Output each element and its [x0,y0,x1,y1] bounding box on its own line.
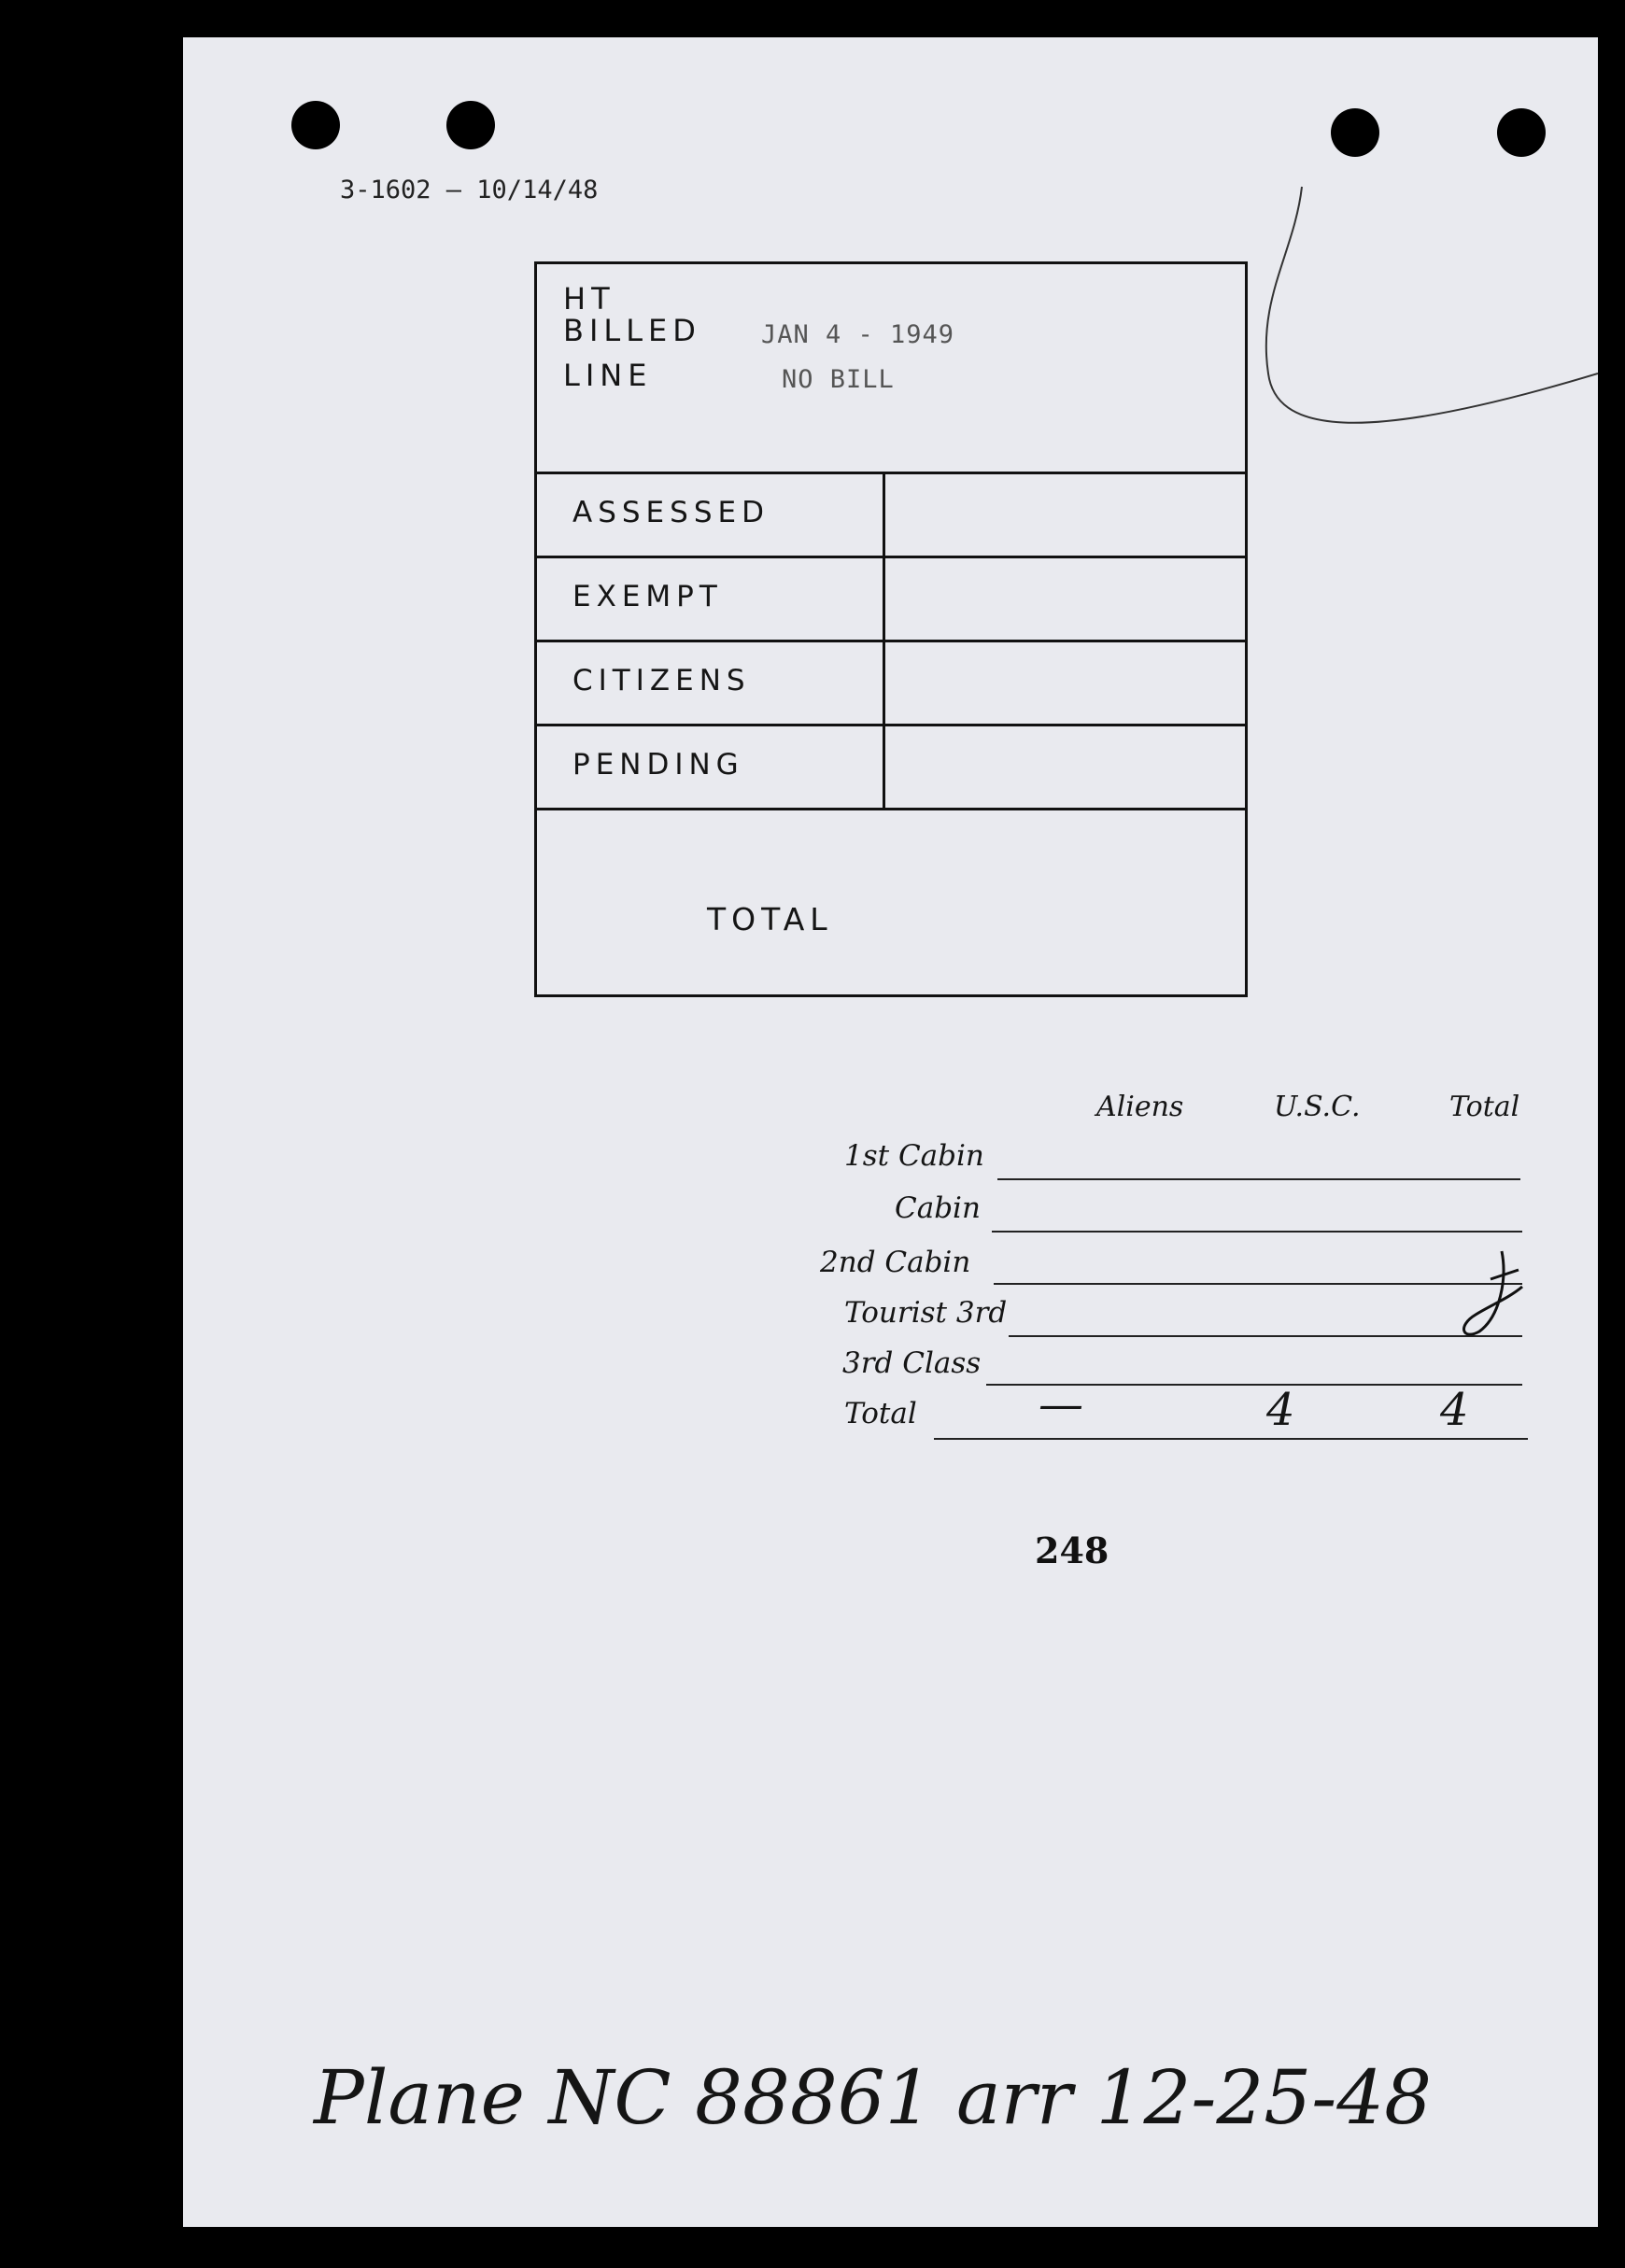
class-tourist-3rd: Tourist 3rd [844,1296,1008,1330]
total-total-value: 4 [1440,1384,1469,1436]
billed-label: BILLED [563,313,701,348]
class-cabin: Cabin [895,1191,981,1225]
col-total: Total [1449,1091,1520,1123]
no-bill-stamp: NO BILL [782,365,895,394]
billed-date-stamp: JAN 4 - 1949 [761,320,955,349]
inspector-initials-mark [1453,1242,1528,1354]
document-page [183,37,1598,2227]
exempt-row [537,556,1245,642]
billing-header [537,264,1245,474]
col-usc: U.S.C. [1274,1091,1361,1123]
stamp-total-label: TOTAL [707,901,833,937]
pending-row [537,724,1245,810]
ht-label: HT [563,281,615,317]
pending-label: PENDING [572,748,744,782]
handwritten-footer-note: Plane NC 88861 arr 12-25-48 [314,2054,1433,2141]
form-reference: 3-1602 — 10/14/48 [340,176,599,204]
class-total: Total [844,1397,917,1430]
billing-stamp-box [534,261,1248,997]
class-1st-cabin: 1st Cabin [844,1139,984,1173]
col-aliens: Aliens [1096,1091,1184,1123]
class-2nd-cabin: 2nd Cabin [820,1246,971,1279]
exempt-label: EXEMPT [572,580,723,613]
page-number: 248 [1035,1529,1109,1571]
assessed-row [537,472,1245,558]
class-3rd-class: 3rd Class [842,1346,982,1380]
total-usc-value: 4 [1266,1384,1295,1436]
citizens-label: CITIZENS [572,664,751,697]
citizens-row [537,640,1245,726]
line-label: LINE [563,358,653,393]
assessed-label: ASSESSED [572,496,770,529]
total-aliens-value: — [1039,1378,1083,1430]
